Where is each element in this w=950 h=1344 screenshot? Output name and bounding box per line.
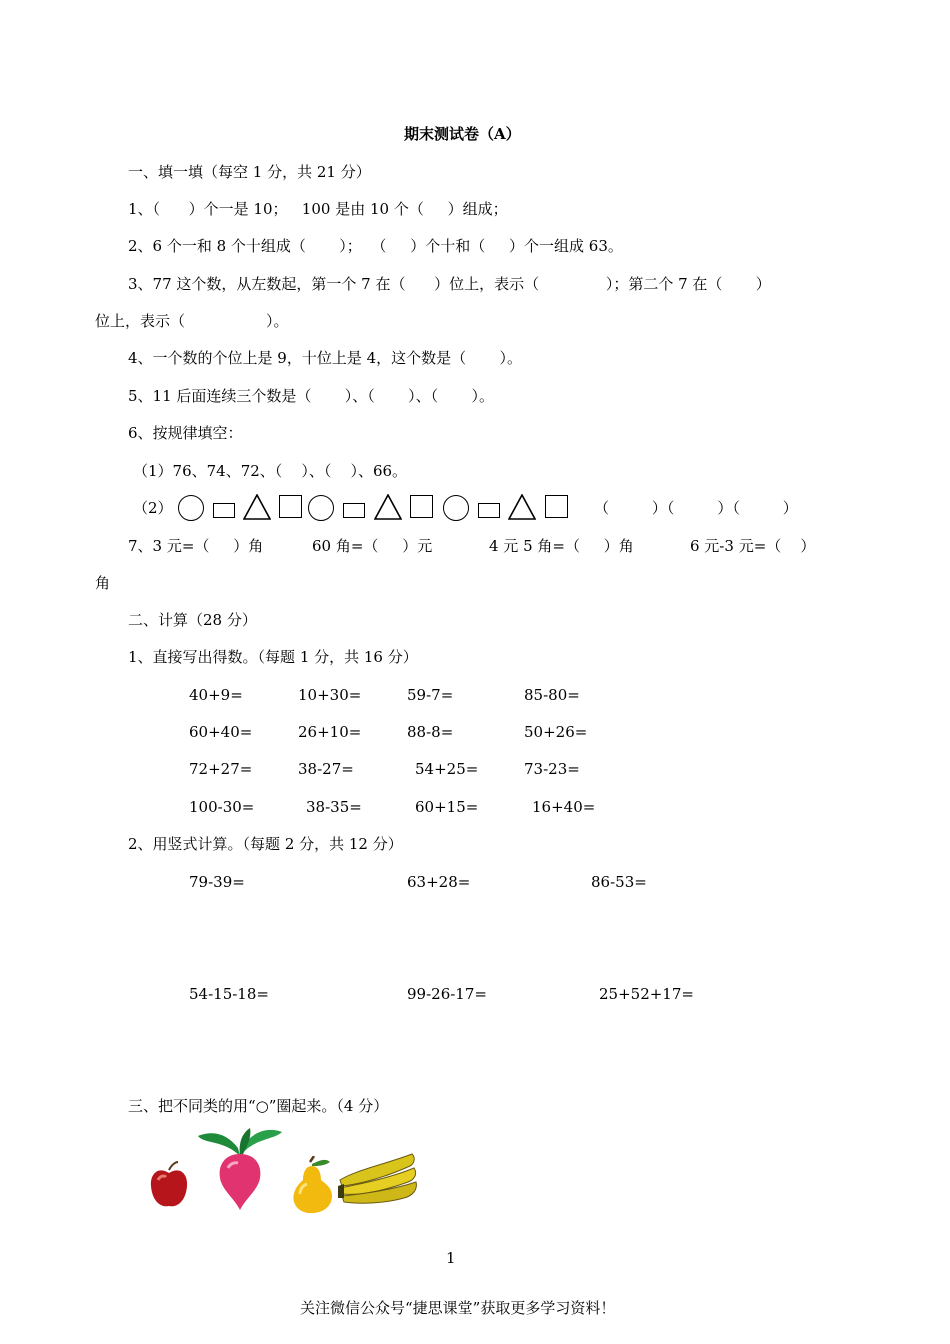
question-2: 2、6 个一和 8 个十组成（ ）； （ ）个十和（ ）个一组成 63。 bbox=[128, 237, 623, 255]
section2-heading: 二、计算（28 分） bbox=[128, 611, 257, 629]
math-item: 85-80= bbox=[524, 686, 580, 704]
circle-shape bbox=[178, 495, 204, 521]
page-number: 1 bbox=[446, 1249, 456, 1267]
banana-image bbox=[336, 1150, 420, 1210]
calc-item: 63+28= bbox=[407, 873, 471, 891]
math-item: 59-7= bbox=[407, 686, 454, 704]
math-item: 40+9= bbox=[189, 686, 243, 704]
question-7-c: 4 元 5 角=（ ）角 bbox=[489, 537, 634, 555]
question-6-2-label: （2） bbox=[133, 499, 173, 517]
radish-image bbox=[194, 1126, 286, 1216]
question-5: 5、11 后面连续三个数是（ ）、（ ）、（ ）。 bbox=[128, 387, 495, 405]
question-3-line2: 位上，表示（ ）。 bbox=[95, 312, 289, 330]
math-item: 38-35= bbox=[306, 798, 362, 816]
triangle-shape bbox=[508, 494, 536, 520]
math-item: 100-30= bbox=[189, 798, 255, 816]
math-item: 16+40= bbox=[532, 798, 596, 816]
rectangle-shape bbox=[343, 503, 365, 518]
question-6-2-blanks: （ ）（ ）（ ） bbox=[594, 499, 798, 517]
calc-item: 25+52+17= bbox=[599, 985, 694, 1003]
section1-heading: 一、填一填（每空 1 分，共 21 分） bbox=[128, 163, 371, 181]
question-7-b: 60 角=（ ）元 bbox=[312, 537, 433, 555]
section2-sub1: 1、直接写出得数。（每题 1 分，共 16 分） bbox=[128, 648, 418, 666]
circle-shape bbox=[443, 495, 469, 521]
section3-heading: 三、把不同类的用“○”圈起来。（4 分） bbox=[128, 1097, 389, 1115]
question-1: 1、（ ）个一是 10； 100 是由 10 个（ ）组成； bbox=[128, 200, 508, 218]
question-6: 6、按规律填空： bbox=[128, 424, 243, 442]
calc-item: 99-26-17= bbox=[407, 985, 487, 1003]
square-shape bbox=[279, 495, 302, 518]
calc-item: 79-39= bbox=[189, 873, 245, 891]
math-item: 60+40= bbox=[189, 723, 253, 741]
question-4: 4、一个数的个位上是 9，十位上是 4，这个数是（ ）。 bbox=[128, 349, 523, 367]
apple-image bbox=[148, 1160, 190, 1214]
math-item: 26+10= bbox=[298, 723, 362, 741]
rectangle-shape bbox=[478, 503, 500, 518]
math-item: 73-23= bbox=[524, 760, 580, 778]
math-item: 72+27= bbox=[189, 760, 253, 778]
footer-note: 关注微信公众号“捷思课堂”获取更多学习资料！ bbox=[300, 1299, 616, 1317]
section2-sub2: 2、用竖式计算。（每题 2 分，共 12 分） bbox=[128, 835, 403, 853]
question-3-line1: 3、77 这个数，从左数起，第一个 7 在（ ）位上，表示（ ）；第二个 7 在（ ） bbox=[128, 275, 771, 293]
triangle-shape bbox=[243, 494, 271, 520]
math-item: 54+25= bbox=[415, 760, 479, 778]
pear-image bbox=[288, 1156, 336, 1218]
square-shape bbox=[410, 495, 433, 518]
math-item: 10+30= bbox=[298, 686, 362, 704]
triangle-shape bbox=[374, 494, 402, 520]
circle-shape bbox=[308, 495, 334, 521]
page-title: 期末测试卷（A） bbox=[404, 125, 521, 143]
square-shape bbox=[545, 495, 568, 518]
question-7-a: 7、3 元=（ ）角 bbox=[128, 537, 264, 555]
question-7-d: 6 元-3 元=（ ） bbox=[690, 537, 816, 555]
math-item: 88-8= bbox=[407, 723, 454, 741]
question-6-1: （1）76、74、72、（ ）、（ ）、66。 bbox=[133, 462, 408, 480]
math-item: 50+26= bbox=[524, 723, 588, 741]
rectangle-shape bbox=[213, 503, 235, 518]
calc-item: 54-15-18= bbox=[189, 985, 269, 1003]
question-7-continued: 角 bbox=[95, 574, 111, 592]
calc-item: 86-53= bbox=[591, 873, 647, 891]
math-item: 60+15= bbox=[415, 798, 479, 816]
math-item: 38-27= bbox=[298, 760, 354, 778]
